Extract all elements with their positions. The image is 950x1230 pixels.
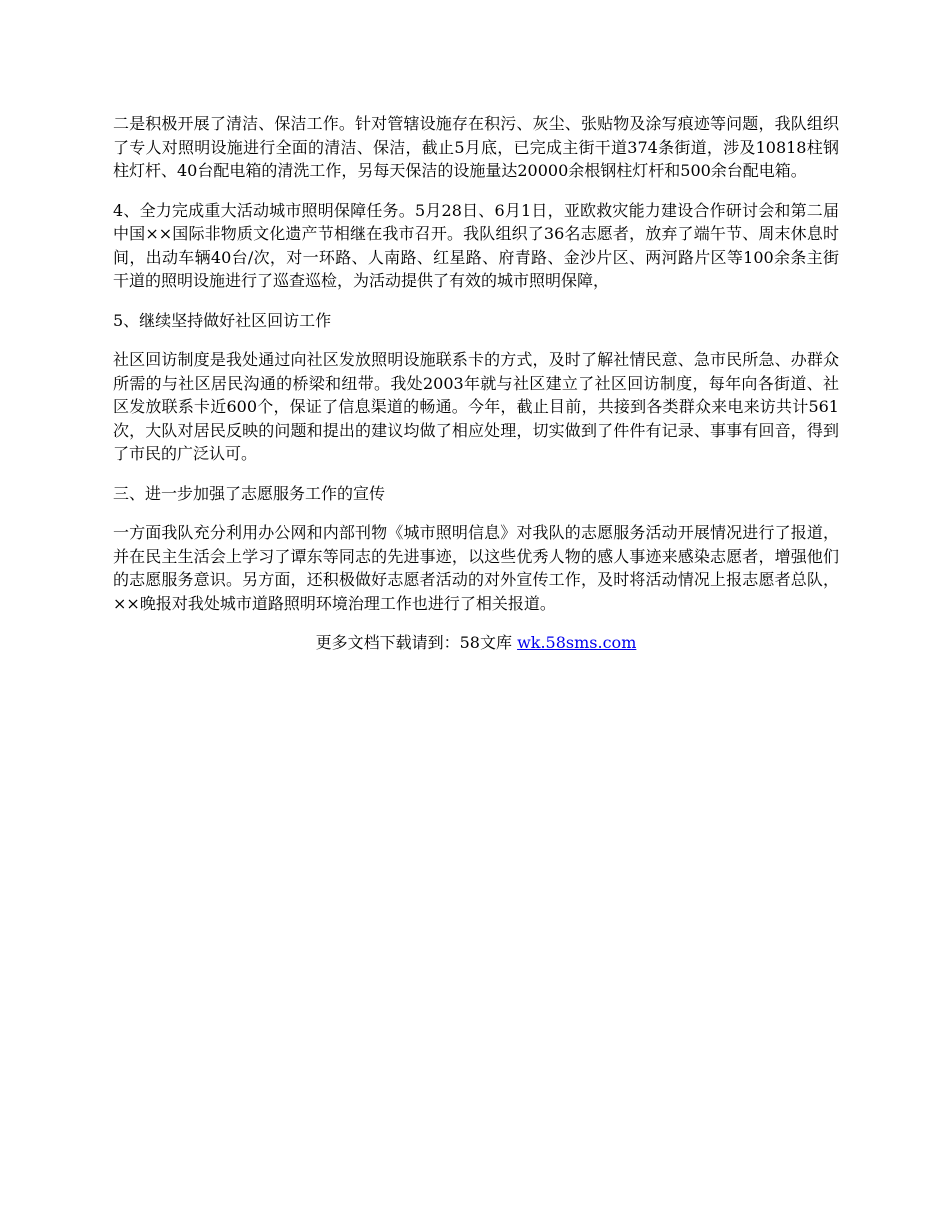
heading-community-visits: 5、继续坚持做好社区回访工作 (113, 310, 332, 330)
paragraph-event-lighting: 4、全力完成重大活动城市照明保障任务。5月28日、6月1日，亚欧救灾能力建设合作研讨会和第二届中国××国际非物质文化遗产节相继在我市召开。我队组织了36名志愿者，放弃了端午节、周末休息时间，出动车辆40台/次，对一环路、人南路、红星路、府青路、金沙片区、两河路片区等100余条主街干道的照明设施进行了巡查巡检，为活动提供了有效的城市照明保障， (113, 200, 839, 290)
document-body (113, 112, 839, 655)
footer-link[interactable]: wk.58sms.com (517, 633, 637, 652)
paragraph-publicity: 一方面我队充分利用办公网和内部刊物《城市照明信息》对我队的志愿服务活动开展情况进行了报道，并在民主生活会上学习了谭东等同志的先进事迹，以这些优秀人物的感人事迹来感染志愿者，增强他们的志愿服务意识。另方面，还积极做好志愿者活动的对外宣传工作，及时将活动情况上报志愿者总队，××晚报对我处城市道路照明环境治理工作也进行了相关报道。 (113, 523, 839, 613)
download-footer (113, 631, 839, 655)
footer-prefix: 更多文档下载请到：58文库 (315, 633, 518, 652)
paragraph-cleaning: 二是积极开展了清洁、保洁工作。针对管辖设施存在积污、灰尘、张贴物及涂写痕迹等问题，我队组织了专人对照明设施进行全面的清洁、保洁，截止5月底，已完成主街干道374条街道，涉及10818柱钢柱灯杆、40台配电箱的清洗工作，另每天保洁的设施量达20000余根钢柱灯杆和500余台配电箱。 (113, 114, 839, 180)
paragraph-community-visits: 社区回访制度是我处通过向社区发放照明设施联系卡的方式，及时了解社情民意、急市民所急、办群众所需的与社区居民沟通的桥梁和纽带。我处2003年就与社区建立了社区回访制度，每年向各街道、社区发放联系卡近600个，保证了信息渠道的畅通。今年，截止目前，共接到各类群众来电来访共计561次，大队对居民反映的问题和提出的建议均做了相应处理，切实做到了件件有记录、事事有回音，得到了市民的广泛认可。 (113, 350, 839, 463)
heading-publicity: 三、进一步加强了志愿服务工作的宣传 (113, 483, 386, 503)
